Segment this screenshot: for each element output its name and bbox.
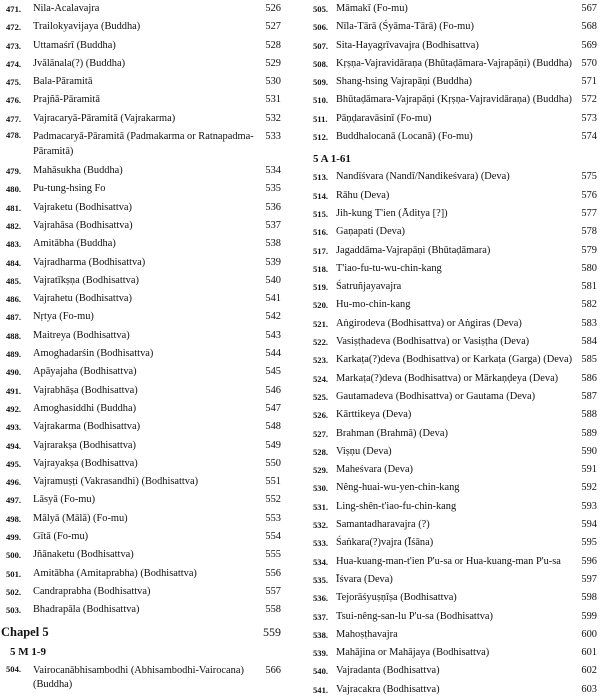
entry-page: 554 (265, 531, 281, 543)
index-entry (0, 327, 283, 345)
entry-number: 494. (6, 440, 22, 451)
entry-page: 576 (581, 189, 597, 201)
entry-number: 531. (313, 501, 329, 512)
index-entry (307, 626, 597, 644)
entry-page: 533 (265, 131, 281, 143)
entry-number: 492. (6, 403, 22, 414)
index-entry (0, 180, 283, 198)
index-entry (0, 418, 283, 436)
entry-name: Amoghasiddhi (Buddha) (33, 402, 137, 414)
entry-number: 481. (6, 202, 22, 213)
entry-page: 583 (581, 317, 597, 329)
entry-name: Śatruñjayavajra (336, 281, 402, 293)
entry-page: 535 (265, 183, 281, 195)
entry-name: Viṣṇu (Deva) (336, 445, 392, 457)
index-entry (307, 278, 597, 296)
entry-page: 569 (581, 39, 597, 51)
entry-name: Kṛṣṇa-Vajravidāraṇa (Bhūtaḍāmara-Vajrapāṇi) (Buddha) (336, 57, 572, 69)
right-entry-list-top (307, 0, 597, 146)
index-entry (307, 128, 597, 146)
entry-name: Kārttikeya (Deva) (336, 409, 412, 421)
entry-number: 520. (313, 300, 329, 311)
entry-name: Aṅgirodeva (Bodhisattva) or Aṅgiras (Deva) (336, 317, 522, 329)
index-entry (0, 662, 283, 696)
index-entry (0, 110, 283, 128)
entry-number: 501. (6, 568, 22, 579)
chapter-title: Chapel 5 (1, 624, 49, 639)
index-entry (307, 479, 597, 497)
entry-number: 476. (6, 95, 22, 106)
right-entry-list-bottom (307, 168, 597, 699)
index-entry (307, 662, 597, 680)
entry-name: Jvālānala(?) (Buddha) (33, 57, 126, 69)
entry-name: Jih-kung T'ien (Āditya [?]) (336, 207, 448, 219)
entry-name: Maheśvara (Deva) (336, 464, 414, 476)
index-entry (307, 18, 597, 36)
entry-page: 558 (265, 604, 281, 616)
entry-page: 586 (581, 372, 597, 384)
chapter-page: 559 (263, 624, 281, 639)
entry-name: Vajradanta (Bodhisattva) (336, 665, 440, 677)
entry-name: Ling-shên-t'iao-fu-chin-kang (336, 500, 457, 512)
entry-page: 587 (581, 390, 597, 402)
entry-name: Vajraketu (Bodhisattva) (33, 201, 132, 213)
entry-page: 530 (265, 76, 281, 88)
index-entry (0, 437, 283, 455)
index-entry (0, 546, 283, 564)
index-entry (307, 260, 597, 278)
entry-number: 541. (313, 684, 329, 695)
entry-number: 535. (313, 574, 329, 585)
entry-number: 517. (313, 245, 329, 256)
entry-page: 547 (265, 402, 281, 414)
index-entry (307, 110, 597, 128)
index-entry (0, 235, 283, 253)
index-entry (307, 608, 597, 626)
entry-name: Amitābha (Buddha) (33, 238, 116, 250)
entry-page: 550 (265, 457, 281, 469)
entry-name: Vajrahāsa (Bodhisattva) (33, 219, 133, 231)
entry-page: 539 (265, 256, 281, 268)
entry-page: 528 (265, 39, 281, 51)
entry-name: Hu-mo-chin-kang (336, 299, 411, 311)
index-entry (307, 461, 597, 479)
entry-number: 523. (313, 355, 329, 366)
entry-page: 526 (265, 3, 281, 14)
entry-page: 582 (581, 299, 597, 311)
entry-number: 514. (313, 190, 329, 201)
entry-page: 594 (581, 519, 597, 531)
entry-name: Amitābha (Amitaprabha) (Bodhisattva) (33, 567, 197, 579)
entry-number: 510. (313, 95, 329, 106)
entry-page: 555 (265, 549, 281, 561)
entry-number: 496. (6, 477, 22, 488)
index-entry (0, 400, 283, 418)
entry-name: Vajramuṣṭi (Vakrasandhi) (Bodhisattva) (33, 476, 199, 488)
entry-page: 575 (581, 171, 597, 183)
entry-page: 601 (581, 647, 597, 659)
entry-page: 570 (581, 57, 597, 69)
entry-name: Vajrahetu (Bodhisattva) (33, 293, 132, 305)
entry-page: 597 (581, 573, 597, 585)
entry-page: 602 (581, 665, 597, 677)
index-entry (0, 91, 283, 109)
index-entry (307, 644, 597, 662)
entry-name: Vajradharma (Bodhisattva) (33, 256, 146, 268)
entry-number: 485. (6, 275, 22, 286)
entry-name: Tsui-nêng-san-lu P'u-sa (Bodhisattva) (336, 610, 493, 622)
entry-number: 500. (6, 550, 22, 561)
entry-page: 545 (265, 366, 281, 378)
entry-name: T'iao-fu-tu-wu-chin-kang (336, 262, 442, 274)
entry-name: Bhadrapāla (Bodhisattva) (33, 604, 140, 616)
entry-number: 474. (6, 58, 22, 69)
index-entry (0, 290, 283, 308)
entry-number: 508. (313, 58, 329, 69)
entry-name: Apāyajaha (Bodhisattva) (33, 366, 137, 378)
entry-number: 479. (6, 166, 22, 177)
entry-number: 486. (6, 294, 22, 305)
entry-page: 596 (581, 555, 597, 567)
index-entry (0, 601, 283, 619)
entry-number: 477. (6, 113, 22, 124)
entry-number: 491. (6, 385, 22, 396)
entry-page: 529 (265, 57, 281, 69)
entry-number: 487. (6, 312, 22, 323)
entry-number: 489. (6, 349, 22, 360)
index-entry (307, 168, 597, 186)
entry-page: 531 (265, 94, 281, 106)
entry-name: Candraprabha (Bodhisattva) (33, 585, 151, 597)
index-entry (307, 516, 597, 534)
index-entry (307, 55, 597, 73)
chapter-heading (0, 622, 283, 642)
index-entry (307, 443, 597, 461)
entry-number: 528. (313, 446, 329, 457)
index-entry (307, 315, 597, 333)
entry-name: Pu-tung-hsing Fo (33, 183, 106, 195)
entry-name: Maitreya (Bodhisattva) (33, 329, 130, 341)
entry-page: 598 (581, 592, 597, 604)
entry-number: 483. (6, 239, 22, 250)
entry-number: 509. (313, 77, 329, 88)
entry-number: 488. (6, 330, 22, 341)
entry-number: 540. (313, 666, 329, 677)
entry-number: 522. (313, 337, 329, 348)
entry-number: 534. (313, 556, 329, 567)
entry-number: 515. (313, 208, 329, 219)
entry-name: Mahājina or Mahājaya (Bodhisattva) (336, 647, 490, 659)
index-entry (307, 553, 597, 571)
entry-page: 549 (265, 439, 281, 451)
entry-page: 603 (581, 683, 597, 695)
entry-name: Vairocanābhisambodhi (Abhisambodhi-Vairocana) (Buddha) (33, 664, 244, 690)
entry-page: 532 (265, 112, 281, 124)
entry-page: 581 (581, 281, 597, 293)
entry-page: 573 (581, 112, 597, 124)
entry-number: 529. (313, 465, 329, 476)
entry-page: 588 (581, 409, 597, 421)
index-entry (307, 681, 597, 699)
entry-page: 538 (265, 238, 281, 250)
index-entry (0, 382, 283, 400)
index-entry (307, 589, 597, 607)
entry-page: 546 (265, 384, 281, 396)
entry-name: Gītā (Fo-mu) (33, 531, 89, 543)
entry-number: 478. (6, 130, 22, 141)
index-entry (0, 18, 283, 36)
entry-number: 538. (313, 629, 329, 640)
index-entry (307, 296, 597, 314)
entry-name: Vajracaryā-Pāramitā (Vajrakarma) (33, 112, 176, 124)
index-entry (0, 528, 283, 546)
entry-name: Nṛtya (Fo-mu) (33, 311, 94, 323)
entry-page: 551 (265, 476, 281, 488)
entry-name: Hua-kuang-man-t'ien P'u-sa or Hua-kuang-man P'u-sa (336, 555, 561, 567)
entry-number: 507. (313, 40, 329, 51)
entry-page: 548 (265, 421, 281, 433)
entry-name: Prajñā-Pāramitā (33, 94, 100, 106)
index-entry (0, 73, 283, 91)
entry-number: 504. (6, 663, 22, 674)
entry-number: 506. (313, 22, 329, 33)
index-entry (0, 473, 283, 491)
entry-number: 495. (6, 458, 22, 469)
entry-name: Karkaṭa(?)deva (Bodhisattva) or Karkaṭa (Garga) (Deva) (336, 354, 573, 366)
entry-name: Śaṅkara(?)vajra (Īśāna) (336, 537, 434, 549)
index-entry (307, 37, 597, 55)
entry-number: 532. (313, 520, 329, 531)
index-entry (307, 351, 597, 369)
entry-name: Uttamaśrī (Buddha) (33, 39, 116, 51)
entry-number: 539. (313, 648, 329, 659)
index-entry (0, 272, 283, 290)
index-entry (0, 455, 283, 473)
entry-name: Vajrakarma (Bodhisattva) (33, 421, 141, 433)
index-entry (0, 510, 283, 528)
entry-page: 577 (581, 207, 597, 219)
entry-number: 484. (6, 257, 22, 268)
entry-name: Jagaddāma-Vajrapāṇi (Bhūtaḍāmara) (336, 244, 491, 256)
entry-page: 579 (581, 244, 597, 256)
index-entry (0, 363, 283, 381)
entry-name: Shang-hsing Vajrapāṇi (Buddha) (336, 76, 473, 88)
entry-number: 521. (313, 318, 329, 329)
entry-name: Padmacaryā-Pāramitā (Padmakarma or Ratnapadma-Pāramitā) (33, 131, 254, 157)
index-entry (307, 498, 597, 516)
entry-name: Tejorāśyuṣṇīṣa (Bodhisattva) (336, 592, 457, 604)
entry-name: Samantadharavajra (?) (336, 519, 430, 531)
entry-page: 593 (581, 500, 597, 512)
right-column (307, 0, 597, 699)
index-entry (0, 308, 283, 326)
entry-page: 544 (265, 348, 281, 360)
entry-number: 497. (6, 495, 22, 506)
entry-page: 590 (581, 445, 597, 457)
entry-name: Brahman (Brahmā) (Deva) (336, 427, 448, 439)
entry-number: 519. (313, 282, 329, 293)
entry-number: 512. (313, 132, 329, 143)
entry-page: 540 (265, 274, 281, 286)
entry-number: 480. (6, 184, 22, 195)
index-entry (307, 534, 597, 552)
entry-name: Nêng-huai-wu-yen-chin-kang (336, 482, 460, 494)
entry-number: 503. (6, 605, 22, 616)
entry-name: Īśvara (Deva) (336, 573, 393, 585)
entry-page: 580 (581, 262, 597, 274)
entry-page: 534 (265, 165, 281, 177)
index-entry (0, 37, 283, 55)
entry-page: 574 (581, 131, 597, 143)
entry-name: Nila-Acalavajra (33, 3, 100, 14)
entry-page: 536 (265, 201, 281, 213)
entry-page: 556 (265, 567, 281, 579)
entry-name: Nandīśvara (Nandī/Nandikeśvara) (Deva) (336, 171, 510, 183)
entry-number: 505. (313, 4, 329, 14)
entry-page: 585 (581, 354, 597, 366)
entry-number: 498. (6, 513, 22, 524)
entry-number: 536. (313, 593, 329, 604)
section-heading-left: 5 M 1-9 (10, 645, 47, 658)
entry-page: 595 (581, 537, 597, 549)
entry-number: 530. (313, 483, 329, 494)
index-entry (307, 223, 597, 241)
entry-number: 537. (313, 611, 329, 622)
index-entry (307, 242, 597, 260)
section-heading-right: 5 A 1-61 (313, 153, 351, 166)
left-column (0, 0, 283, 696)
entry-number: 518. (313, 263, 329, 274)
entry-page: 543 (265, 329, 281, 341)
index-entry (0, 0, 283, 18)
entry-number: 513. (313, 172, 329, 183)
entry-page: 552 (265, 494, 281, 506)
entry-number: 524. (313, 373, 329, 384)
entry-number: 475. (6, 77, 22, 88)
entry-number: 499. (6, 532, 22, 543)
entry-name: Amoghadarśin (Bodhisattva) (33, 348, 154, 360)
index-entry (0, 199, 283, 217)
index-entry (307, 73, 597, 91)
index-entry (307, 91, 597, 109)
index-entry (307, 187, 597, 205)
entry-page: 568 (581, 21, 597, 33)
index-entry (307, 425, 597, 443)
entry-page: 572 (581, 94, 597, 106)
entry-name: Vasiṣṭhadeva (Bodhisattva) or Vasiṣṭha (Deva) (336, 336, 530, 348)
entry-page: 600 (581, 628, 597, 640)
entry-name: Mahāsukha (Buddha) (33, 165, 123, 177)
entry-name: Rāhu (Deva) (336, 189, 390, 201)
entry-name: Sita-Hayagrīvavajra (Bodhisattva) (336, 39, 479, 51)
entry-name: Pāṇḍaravāsinī (Fo-mu) (336, 112, 432, 124)
entry-name: Lāsyā (Fo-mu) (33, 494, 96, 506)
entry-name: Vajrarakṣa (Bodhisattva) (33, 439, 137, 451)
entry-name: Māmakī (Fo-mu) (336, 3, 408, 14)
index-entry (307, 0, 597, 18)
entry-name: Gaṇapati (Deva) (336, 226, 405, 238)
entry-number: 493. (6, 422, 22, 433)
entry-number: 525. (313, 391, 329, 402)
entry-number: 511. (313, 113, 328, 124)
entry-name: Vajracakra (Bodhisattva) (336, 683, 440, 695)
entry-page: 542 (265, 311, 281, 323)
entry-page: 578 (581, 226, 597, 238)
index-entry (307, 406, 597, 424)
index-entry (0, 254, 283, 272)
entry-number: 516. (313, 227, 329, 238)
index-entry (307, 388, 597, 406)
index-entry (0, 565, 283, 583)
entry-name: Trailokyavijaya (Buddha) (33, 21, 141, 33)
left-entry-list (0, 0, 283, 620)
entry-name: Buddhalocanā (Locanā) (Fo-mu) (336, 131, 473, 143)
entry-page: 557 (265, 585, 281, 597)
index-entry (0, 583, 283, 601)
entry-number: 490. (6, 367, 22, 378)
entry-name: Nīla-Tārā (Śyāma-Tārā) (Fo-mu) (336, 21, 474, 33)
entry-name: Mahoṣṭhavajra (336, 628, 398, 640)
entry-number: 502. (6, 586, 22, 597)
entry-page: 589 (581, 427, 597, 439)
entry-page: 527 (265, 21, 281, 33)
entry-name: Mālyā (Mālā) (Fo-mu) (33, 512, 128, 524)
index-entry (0, 128, 283, 162)
entry-number: 533. (313, 538, 329, 549)
entry-name: Gautamadeva (Bodhisattva) or Gautama (Deva) (336, 390, 536, 402)
entry-number: 527. (313, 428, 329, 439)
entry-page: 592 (581, 482, 597, 494)
entry-page: 571 (581, 76, 597, 88)
entry-name: Jñānaketu (Bodhisattva) (33, 549, 134, 561)
entry-name: Vajrabhāṣa (Bodhisattva) (33, 384, 138, 396)
left-entry-list-continued (0, 662, 283, 696)
entry-name: Vajratīkṣṇa (Bodhisattva) (33, 274, 139, 286)
entry-name: Bhūtaḍāmara-Vajrapāṇi (Kṛṣṇa-Vajravidāraṇa) (Buddha) (336, 94, 572, 106)
index-entry (0, 162, 283, 180)
entry-page: 566 (265, 664, 281, 676)
entry-name: Vajrayakṣa (Bodhisattva) (33, 457, 138, 469)
entry-name: Markaṭa(?)deva (Bodhisattva) or Mārkaṇḍeya (Deva) (336, 372, 559, 384)
entry-page: 537 (265, 219, 281, 231)
entry-page: 599 (581, 610, 597, 622)
entry-number: 471. (6, 4, 22, 14)
entry-name: Bala-Pāramitā (33, 76, 93, 88)
index-entry (307, 571, 597, 589)
entry-number: 472. (6, 22, 22, 33)
entry-number: 526. (313, 410, 329, 421)
entry-number: 473. (6, 40, 22, 51)
entry-page: 591 (581, 464, 597, 476)
entry-page: 567 (581, 3, 597, 14)
index-entry (0, 217, 283, 235)
entry-page: 584 (581, 336, 597, 348)
index-entry (0, 55, 283, 73)
entry-page: 553 (265, 512, 281, 524)
index-entry (0, 345, 283, 363)
index-entry (307, 205, 597, 223)
entry-number: 482. (6, 220, 22, 231)
index-entry (307, 333, 597, 351)
index-entry (307, 370, 597, 388)
entry-page: 541 (265, 293, 281, 305)
index-entry (0, 491, 283, 509)
